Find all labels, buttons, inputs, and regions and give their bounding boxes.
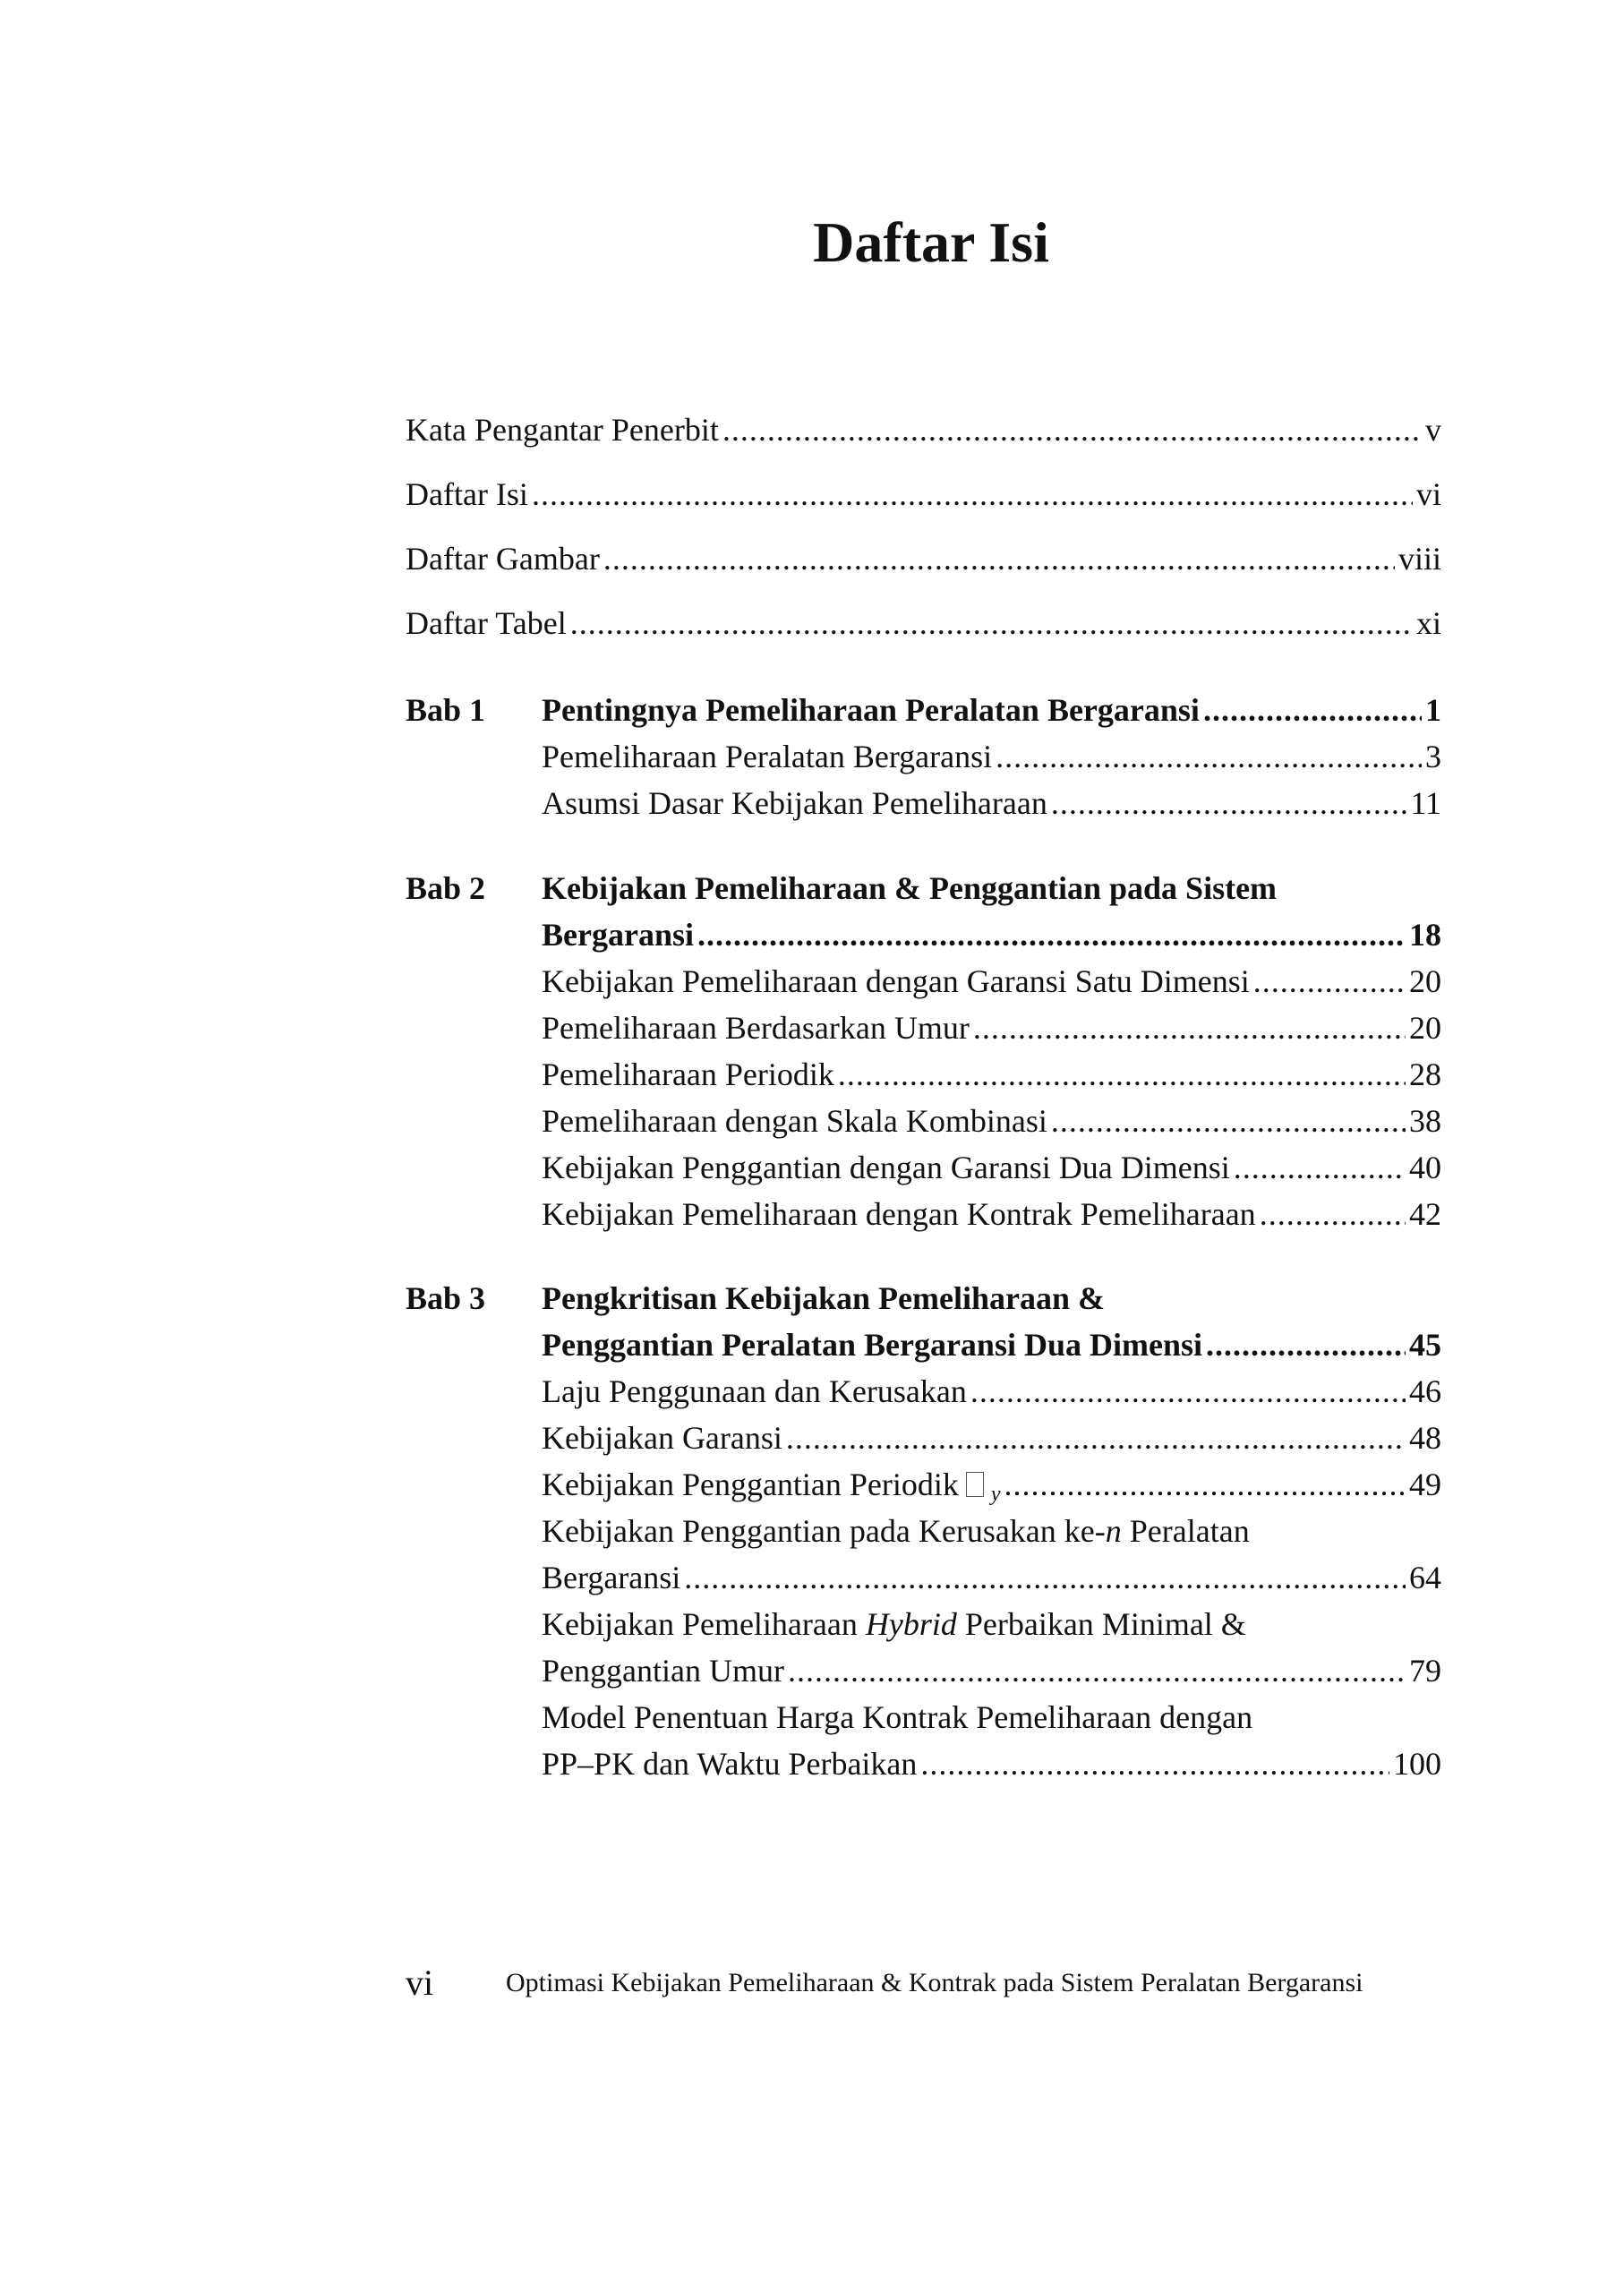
toc-entry-label: PP–PK dan Waktu Perbaikan bbox=[542, 1746, 918, 1782]
toc-entry-page: 46 bbox=[1409, 1373, 1441, 1409]
toc-entry-label: Kata Pengantar Penerbit bbox=[406, 412, 719, 448]
chapter-label: Bab 1 bbox=[406, 692, 486, 728]
dot-leader bbox=[1203, 688, 1422, 732]
dot-leader bbox=[722, 407, 1422, 452]
chapter-2-title[interactable] bbox=[542, 912, 1441, 957]
toc-entry-page: 20 bbox=[1409, 963, 1441, 999]
dot-leader bbox=[996, 734, 1422, 779]
dot-leader bbox=[1260, 1192, 1406, 1236]
toc-entry[interactable] bbox=[542, 1099, 1441, 1143]
toc-entry-label: Penggantian Umur bbox=[542, 1653, 784, 1689]
toc-entry-page: 42 bbox=[1409, 1196, 1441, 1232]
toc-entry-label: Daftar Tabel bbox=[406, 605, 567, 641]
dot-leader bbox=[838, 1052, 1406, 1097]
toc-entry-page: vi bbox=[1415, 476, 1441, 512]
toc-entry-page: 45 bbox=[1409, 1327, 1441, 1363]
toc-entry[interactable] bbox=[542, 1741, 1441, 1786]
toc-entry[interactable] bbox=[542, 1192, 1441, 1236]
toc-entry[interactable] bbox=[542, 734, 1441, 779]
text-run: Peralatan bbox=[1121, 1513, 1250, 1549]
chapter-label: Bab 3 bbox=[406, 1280, 486, 1316]
toc-entry-label: Pemeliharaan dengan Skala Kombinasi bbox=[542, 1103, 1047, 1139]
toc-entry[interactable] bbox=[542, 1369, 1441, 1414]
toc-entry-page: xi bbox=[1415, 605, 1441, 641]
toc-entry-line1: Model Penentuan Harga Kontrak Pemeliharaan dengan bbox=[542, 1699, 1253, 1735]
toc-entry-line1 bbox=[542, 1509, 1250, 1553]
toc-entry[interactable] bbox=[542, 959, 1441, 1004]
text-run: Kebijakan Penggantian pada Kerusakan ke- bbox=[542, 1513, 1106, 1549]
toc-entry-page: 100 bbox=[1393, 1746, 1441, 1782]
toc-entry-label: Kebijakan Pemeliharaan dengan Kontrak Pemeliharaan bbox=[542, 1196, 1256, 1232]
chapter-1-title[interactable] bbox=[542, 688, 1441, 732]
toc-entry-label: Pemeliharaan Berdasarkan Umur bbox=[542, 1010, 970, 1046]
dot-leader bbox=[603, 536, 1395, 581]
toc-entry[interactable] bbox=[542, 1145, 1441, 1190]
text-run: Kebijakan Pemeliharaan bbox=[542, 1606, 866, 1642]
toc-entry-label: Pemeliharaan Peralatan Bergaransi bbox=[542, 739, 993, 774]
toc-entry[interactable] bbox=[542, 781, 1441, 825]
toc-entry-label: Kebijakan Pemeliharaan dengan Garansi Satu Dimensi bbox=[542, 963, 1250, 999]
toc-entry-label: Penggantian Peralatan Bergaransi Dua Dimensi bbox=[542, 1327, 1202, 1363]
dot-leader bbox=[970, 1369, 1406, 1414]
toc-entry-page: 49 bbox=[1409, 1467, 1441, 1502]
toc-entry-label: Kebijakan Garansi bbox=[542, 1420, 782, 1456]
footer-page-number: vi bbox=[406, 1963, 434, 2003]
toc-entry-daftar-gambar[interactable] bbox=[406, 536, 1441, 581]
toc-entry[interactable] bbox=[542, 1415, 1441, 1460]
toc-entry-label: Asumsi Dasar Kebijakan Pemeliharaan bbox=[542, 785, 1047, 821]
chapter-label: Bab 2 bbox=[406, 870, 486, 906]
chapter-3-title[interactable] bbox=[542, 1322, 1441, 1367]
toc-entry-page: 48 bbox=[1409, 1420, 1441, 1456]
toc-entry-label: Bergaransi bbox=[542, 917, 694, 953]
missing-glyph-icon bbox=[966, 1472, 984, 1497]
toc-entry-daftar-tabel[interactable] bbox=[406, 601, 1441, 646]
toc-entry-page: 18 bbox=[1409, 917, 1441, 953]
toc-entry[interactable] bbox=[542, 1462, 1441, 1507]
toc-entry-page: v bbox=[1425, 412, 1441, 448]
toc-entry-label: Laju Penggunaan dan Kerusakan bbox=[542, 1373, 967, 1409]
toc-entry-kata-pengantar[interactable] bbox=[406, 407, 1441, 452]
toc-entry-page: 1 bbox=[1425, 692, 1441, 728]
toc-entry-page: 11 bbox=[1410, 785, 1441, 821]
dot-leader bbox=[1253, 959, 1406, 1004]
toc-entry-page: 40 bbox=[1409, 1150, 1441, 1185]
page-title: Daftar Isi bbox=[813, 210, 1049, 274]
toc-entry-page: 64 bbox=[1409, 1560, 1441, 1595]
dot-leader bbox=[684, 1555, 1406, 1600]
dot-leader bbox=[1004, 1462, 1406, 1507]
toc-entry-page: 20 bbox=[1409, 1010, 1441, 1046]
dot-leader bbox=[1206, 1322, 1406, 1367]
toc-entry-page: 79 bbox=[1409, 1653, 1441, 1689]
toc-entry-label: Bergaransi bbox=[542, 1560, 681, 1595]
dot-leader bbox=[570, 601, 1413, 646]
toc-entry[interactable] bbox=[542, 1005, 1441, 1050]
dot-leader bbox=[973, 1005, 1406, 1050]
toc-entry-page: 28 bbox=[1409, 1056, 1441, 1092]
toc-entry-label: Kebijakan Penggantian Periodik bbox=[542, 1467, 959, 1502]
chapter-2-title-line1: Kebijakan Pemeliharaan & Penggantian pada Sistem bbox=[542, 870, 1278, 906]
toc-entry-label: Pentingnya Pemeliharaan Peralatan Bergaransi bbox=[542, 692, 1200, 728]
dot-leader bbox=[786, 1415, 1406, 1460]
toc-entry-line1 bbox=[542, 1602, 1246, 1646]
dot-leader bbox=[532, 472, 1413, 517]
italic-run: Hybrid bbox=[865, 1606, 957, 1642]
toc-entry-daftar-isi[interactable] bbox=[406, 472, 1441, 517]
toc-entry-label: Daftar Gambar bbox=[406, 541, 600, 577]
chapter-3-title-line1: Pengkritisan Kebijakan Pemeliharaan & bbox=[542, 1280, 1105, 1316]
toc-entry-label: Daftar Isi bbox=[406, 476, 528, 512]
toc-entry-label: Pemeliharaan Periodik bbox=[542, 1056, 834, 1092]
dot-leader bbox=[920, 1741, 1389, 1786]
subscript-y: y bbox=[990, 1483, 1001, 1506]
dot-leader bbox=[1051, 1099, 1406, 1143]
dot-leader bbox=[1234, 1145, 1406, 1190]
dot-leader bbox=[1051, 781, 1407, 825]
toc-entry[interactable] bbox=[542, 1052, 1441, 1097]
toc-entry-page: 38 bbox=[1409, 1103, 1441, 1139]
dot-leader bbox=[697, 912, 1406, 957]
dot-leader bbox=[788, 1648, 1406, 1693]
toc-entry-label: Kebijakan Penggantian dengan Garansi Dua Dimensi bbox=[542, 1150, 1230, 1185]
footer-book-title: Optimasi Kebijakan Pemeliharaan & Kontrak pada Sistem Peralatan Bergaransi bbox=[506, 1968, 1363, 1997]
text-run: Perbaikan Minimal & bbox=[956, 1606, 1246, 1642]
italic-run: n bbox=[1105, 1513, 1122, 1549]
toc-entry-page: 3 bbox=[1425, 739, 1441, 774]
toc-entry[interactable] bbox=[542, 1555, 1441, 1600]
toc-entry-page: viii bbox=[1397, 541, 1441, 577]
toc-entry[interactable] bbox=[542, 1648, 1441, 1693]
